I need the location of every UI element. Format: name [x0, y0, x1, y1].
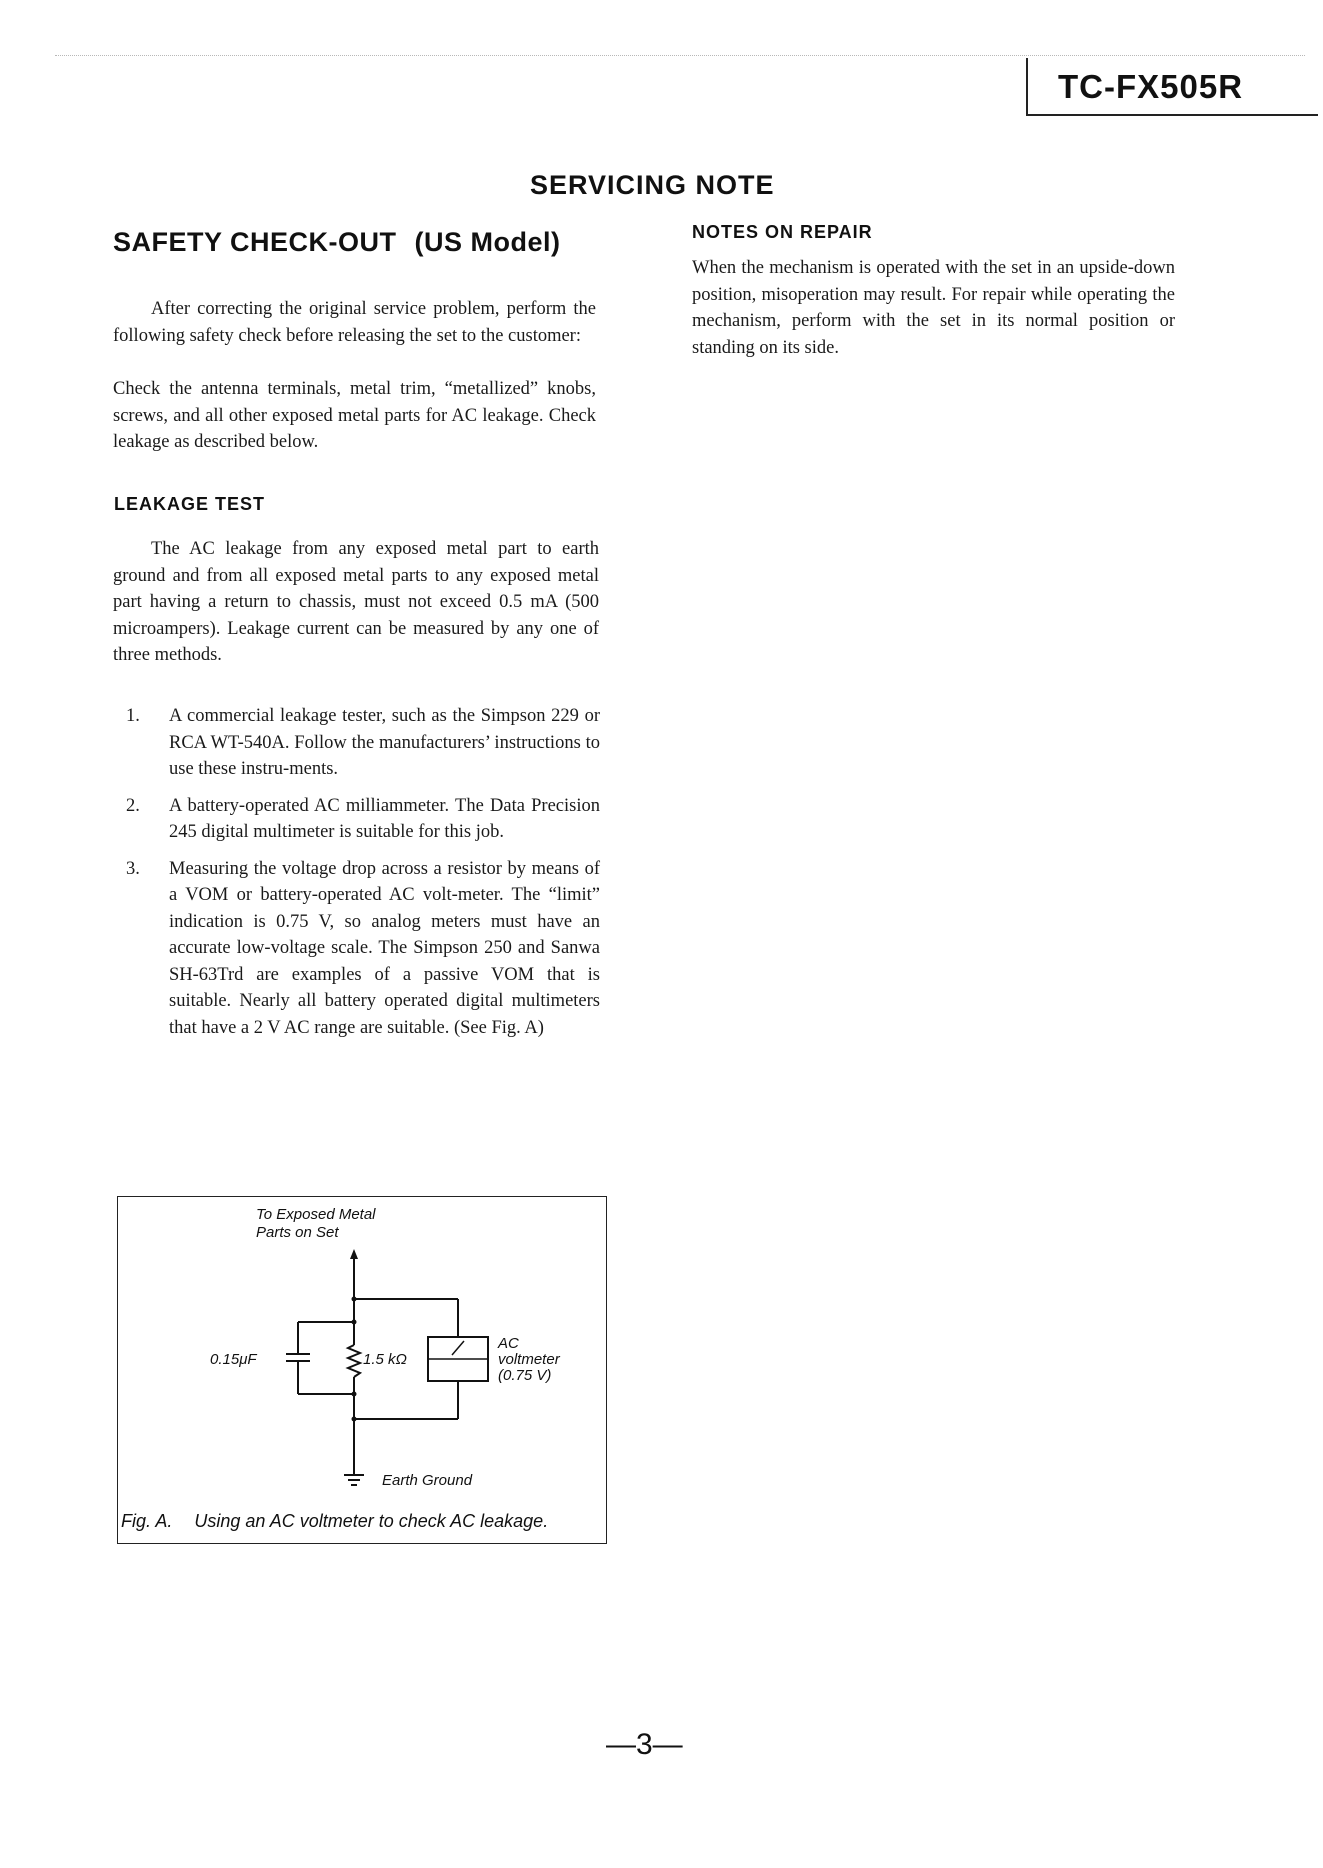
safety-subtitle: (US Model)	[414, 227, 561, 257]
label-to-exposed-metal: To Exposed Metal	[256, 1206, 376, 1223]
caption-text: Using an AC voltmeter to check AC leakage.	[194, 1511, 549, 1531]
safety-intro: After correcting the original service problem, perform the following safety check before releasing the set to the customer:	[113, 299, 596, 346]
resistor-label: 1.5 kΩ	[363, 1351, 407, 1368]
repair-heading: NOTES ON REPAIR	[692, 222, 873, 242]
top-dotted-rule	[55, 55, 1305, 56]
meter-needle	[452, 1341, 464, 1355]
leakage-intro: The AC leakage from any exposed metal part to earth ground and from all exposed metal parts to any exposed metal part having a return to chassis, must not exceed 0.5 mA (500 microampers). Leakage current can be measured by any one of three methods.	[113, 539, 599, 665]
voltmeter-label: voltmeter	[498, 1351, 560, 1368]
probe-arrow	[350, 1249, 358, 1259]
method-text: A battery-operated AC milliammeter. The Data Precision 245 digital multimeter is suitable for this job.	[169, 795, 600, 842]
method-number: 3.	[126, 858, 140, 879]
figure-a	[117, 1196, 607, 1544]
safety-heading	[113, 227, 561, 258]
repair-text: When the mechanism is operated with the set in an upside-down position, misoperation may result. For repair while operating the mechanism, perform with the set in its normal position or standing on its side.	[692, 258, 1175, 358]
method-number: 2.	[126, 795, 140, 816]
ground-label: Earth Ground	[382, 1472, 473, 1489]
page-number: —3—	[606, 1728, 683, 1761]
resistor-symbol	[348, 1345, 360, 1377]
methods-list	[113, 703, 600, 1041]
capacitor-label: 0.15μF	[210, 1351, 257, 1368]
voltmeter-limit: (0.75 V)	[498, 1367, 552, 1384]
figure-caption	[121, 1511, 548, 1532]
method-number: 1.	[126, 706, 140, 726]
method-item	[113, 703, 600, 783]
page-title: SERVICING NOTE	[530, 170, 775, 200]
model-number: TC-FX505R	[1058, 68, 1244, 105]
safety-title: SAFETY CHECK-OUT	[113, 227, 397, 257]
method-item	[113, 793, 600, 846]
method-text: Measuring the voltage drop across a resistor by means of a VOM or battery-operated AC volt-meter. The “limit” indication is 0.75 V, so analog meters must have an accurate low-voltage scale. The Simpson 250 and Sanwa SH-63Trd are examples of a passive VOM that is suitable. Nearly all battery operated digital multimeters that have a 2 V AC range are suitable. (See Fig. A)	[169, 858, 600, 1038]
leakage-heading: LEAKAGE TEST	[114, 494, 266, 514]
caption-label: Fig. A.	[121, 1511, 173, 1531]
voltmeter-label-ac: AC	[498, 1335, 519, 1352]
safety-check: Check the antenna terminals, metal trim, “metallized” knobs, screws, and all other exposed metal parts for AC leakage. Check leakage as described below.	[113, 379, 596, 452]
model-header-box	[1026, 58, 1318, 116]
method-item	[113, 856, 600, 1042]
label-parts-on-set: Parts on Set	[256, 1224, 339, 1241]
method-text: A commercial leakage tester, such as the Simpson 229 or RCA WT-540A. Follow the manufacturers’ instructions to use these instru-ments.	[169, 706, 600, 779]
